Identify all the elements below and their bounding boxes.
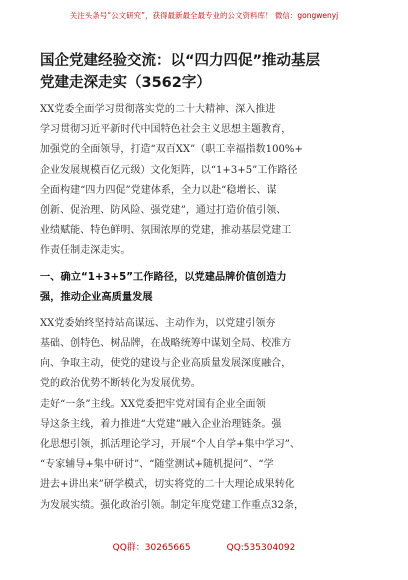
body-line: 企业发展规模百亿元级）文化矩阵，以“1+3+5”工作路径	[40, 164, 298, 176]
section-body-line: 走好“一条”主线。XX党委把牢党对国有企业全面领	[40, 398, 266, 410]
section-body-line: 基础、创特色、树品牌，在战略统筹中谋划全局、校准方	[40, 338, 292, 350]
document-body	[40, 100, 370, 516]
section-body-line: 进去+讲出来”研学模式，切实将党的二十大理论成果转化	[40, 479, 295, 491]
body-line: 全面构建“四力四促”党建体系，全力以赴“稳增长、谋	[40, 184, 277, 196]
section-heading-line: 强，推动企业高质量发展	[40, 291, 153, 303]
body-line: 业绩赋能、特色鲜明、氛围浓厚的党建，推动基层党建工	[40, 225, 292, 237]
section-heading-line: 一、确立“1+3+5”工作路径，以党建品牌价值创造力	[40, 271, 287, 283]
section-body-line: 党的政治优势不断转化为发展优势。	[40, 378, 201, 390]
section-body-line: 向、争取主动，使党的建设与企业高质量发展深度融合，	[40, 358, 292, 370]
section-body-line: 为发展实绩。强化政治引领。制定年度党建工作重点32条，	[40, 499, 305, 511]
section-body-line: 化思想引领，抓活理论学习，开展“个人自学+集中学习”、	[40, 439, 300, 450]
section-body-line: XX党委始终坚持站高谋远、主动作为，以党建引领夯	[40, 317, 276, 329]
body-line: XX党委全面学习贯彻落实党的二十大精神、深入推进	[40, 104, 276, 115]
title-line: 党建走深走实（3562字）	[40, 75, 211, 91]
body-line: 作责任制走深走实。	[40, 245, 131, 257]
qq-text: QQ:535304092	[226, 543, 296, 553]
body-line: 加强党的全面领导，打造“双百XX”（职工幸福指数100%+	[40, 144, 303, 156]
document-title	[40, 50, 370, 94]
body-line: 学习贯彻习近平新时代中国特色社会主义思想主题教育，	[40, 124, 292, 136]
section-body-line: “专家辅导+集中研讨”、“随堂测试+随机提问”、“学	[40, 459, 274, 471]
title-line: 国企党建经验交流：以“四力四促”推动基层	[40, 53, 321, 69]
header-banner: 关注头条号“公文研究”，获得最新最全最专业的公文资料库！ 微信：gongwenyj	[69, 11, 339, 20]
section-body-line: 导这条主线，着力推进“大党建”融入企业治理链条。强	[40, 418, 282, 430]
body-line: 创新、促治理、防风险、强党建”，通过打造价值引领、	[40, 204, 287, 216]
qq-group-text: QQ群：30265665	[112, 543, 191, 553]
page-footer	[0, 540, 408, 553]
